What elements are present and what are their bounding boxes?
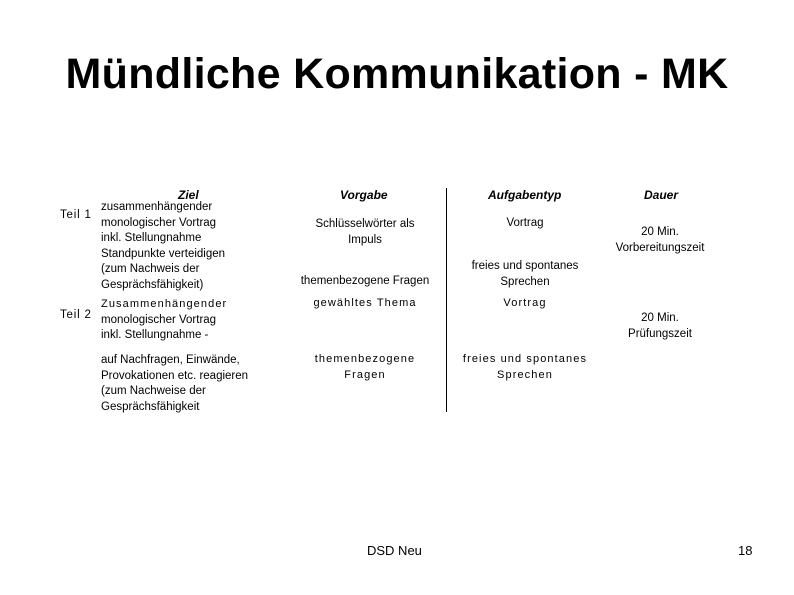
teil1-aufgabentyp-vortrag: Vortrag	[506, 217, 544, 229]
teil1-ziel-line: Gesprächsfähigkeit)	[101, 278, 204, 291]
teil2-vorgabe-line: themenbezogene	[314, 353, 416, 365]
teil2-ziel-line: (zum Nachweise der	[101, 385, 206, 397]
teil2-vorgabe-fragen	[290, 352, 440, 383]
teil2-vorgabe-line: Fragen	[344, 368, 386, 381]
teil1-ziel-line: (zum Nachweis der	[101, 263, 200, 275]
teil1-vorgabe-fragen: themenbezogene Fragen	[300, 275, 430, 287]
teil1-dauer	[590, 225, 730, 256]
header-vorgabe: Vorgabe	[340, 188, 388, 202]
teil2-aufgabentyp-line: Sprechen	[497, 368, 553, 381]
teil2-ziel-line: inkl. Stellungnahme -	[101, 329, 209, 341]
teil2-vorgabe-thema: gewähltes Thema	[313, 297, 417, 309]
teil1-label: Teil 1	[60, 209, 92, 221]
teil1-ziel-line: monologischer Vortrag	[101, 216, 217, 229]
teil2-aufgabentyp-line: freies und spontanes	[462, 353, 588, 365]
teil1-vorgabe-line: Impuls	[348, 233, 382, 246]
teil1-ziel-line: zusammenhängender	[101, 201, 213, 213]
footer-text: DSD Neu	[367, 543, 422, 558]
teil1-dauer-line: Vorbereitungszeit	[615, 241, 705, 254]
teil2-label: Teil 2	[60, 309, 92, 321]
teil1-dauer-line: 20 Min.	[641, 226, 679, 238]
teil2-ziel-line: auf Nachfragen, Einwände,	[101, 354, 240, 366]
teil2-dauer-line: Prüfungszeit	[628, 327, 692, 340]
header-dauer: Dauer	[644, 188, 679, 202]
page-number: 18	[738, 543, 753, 558]
teil2-dauer-line: 20 Min.	[641, 312, 679, 324]
column-divider	[446, 188, 447, 412]
teil1-ziel-line: Standpunkte verteidigen	[101, 247, 226, 260]
teil2-ziel-line: monologischer Vortrag	[101, 313, 217, 326]
teil1-aufgabentyp-sprechen	[455, 259, 595, 290]
teil1-ziel-line: inkl. Stellungnahme	[101, 232, 202, 244]
teil1-ziel	[101, 200, 225, 293]
teil1-vorgabe-impuls	[290, 217, 440, 248]
teil2-dauer	[590, 311, 730, 342]
teil1-aufgabentyp-line: freies und spontanes	[471, 260, 579, 272]
teil2-aufgabentyp-vortrag: Vortrag	[503, 297, 547, 309]
teil1-aufgabentyp-line: Sprechen	[500, 275, 550, 288]
header-aufgabentyp: Aufgabentyp	[488, 188, 562, 202]
teil2-aufgabentyp-sprechen	[450, 352, 600, 383]
teil1-vorgabe-line: Schlüsselwörter als	[315, 218, 415, 230]
teil2-ziel-line: Gesprächsfähigkeit	[101, 400, 200, 413]
teil2-ziel-line: Zusammenhängender	[101, 298, 228, 310]
teil2-ziel-line: Provokationen etc. reagieren	[101, 369, 249, 382]
teil2-ziel-reagieren	[101, 353, 248, 415]
slide-title: Mündliche Kommunikation - MK	[65, 50, 729, 98]
header-ziel: Ziel	[178, 188, 199, 202]
teil2-ziel-vortrag	[101, 297, 227, 344]
